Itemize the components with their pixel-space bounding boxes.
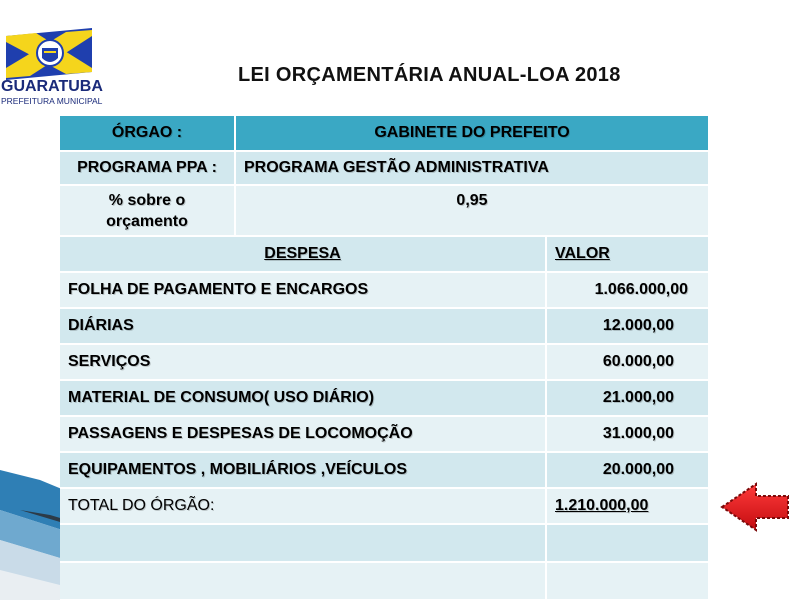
- orgao-row: [60, 116, 708, 152]
- percent-label: [60, 186, 236, 237]
- percent-row: [60, 186, 708, 237]
- table-row: [60, 417, 708, 453]
- red-left-arrow-icon: [720, 482, 792, 532]
- despesa-cell: FOLHA DE PAGAMENTO E ENCARGOS: [60, 273, 547, 309]
- percent-label-line1: % sobre o: [108, 191, 186, 209]
- valor-header-text: VALOR: [555, 245, 610, 262]
- empty-cell: [547, 525, 708, 563]
- logo-name: GUARATUBA: [1, 78, 103, 95]
- empty-cell: [60, 525, 547, 563]
- orgao-label: ÓRGAO :: [60, 116, 236, 152]
- despesa-cell: PASSAGENS E DESPESAS DE LOCOMOÇÃO: [60, 417, 547, 453]
- valor-cell: 12.000,00: [547, 309, 708, 345]
- valor-header: [547, 237, 708, 273]
- orgao-value: GABINETE DO PREFEITO: [236, 116, 708, 152]
- empty-row: [60, 525, 708, 563]
- valor-cell: 21.000,00: [547, 381, 708, 417]
- expense-header-row: [60, 237, 708, 273]
- table-row: [60, 345, 708, 381]
- logo-subtitle: PREFEITURA MUNICIPAL: [1, 96, 103, 106]
- despesa-header-text: DESPESA: [264, 245, 341, 262]
- programa-value: PROGRAMA GESTÃO ADMINISTRATIVA: [236, 152, 708, 186]
- empty-row: [60, 563, 708, 601]
- table-row: [60, 381, 708, 417]
- guaratuba-flag-icon: [6, 28, 92, 80]
- total-label-text: TOTAL DO ÓRGÃO:: [68, 497, 215, 514]
- total-value-text: 1.210.000,00: [555, 497, 649, 514]
- despesa-header: [60, 237, 547, 273]
- table-row: [60, 309, 708, 345]
- despesa-cell: MATERIAL DE CONSUMO( USO DIÁRIO): [60, 381, 547, 417]
- total-label: [60, 489, 547, 525]
- total-value: [547, 489, 708, 525]
- programa-label: PROGRAMA PPA :: [60, 152, 236, 186]
- empty-cell: [60, 563, 547, 601]
- despesa-cell: DIÁRIAS: [60, 309, 547, 345]
- despesa-cell: SERVIÇOS: [60, 345, 547, 381]
- percent-label-line2: orçamento: [106, 212, 188, 230]
- despesa-cell: EQUIPAMENTOS , MOBILIÁRIOS ,VEÍCULOS: [60, 453, 547, 489]
- valor-cell: 1.066.000,00: [547, 273, 708, 309]
- logo: [0, 28, 103, 106]
- table-row: [60, 453, 708, 489]
- page-title: LEI ORÇAMENTÁRIA ANUAL-LOA 2018: [238, 64, 621, 86]
- valor-cell: 20.000,00: [547, 453, 708, 489]
- valor-cell: 31.000,00: [547, 417, 708, 453]
- empty-cell: [547, 563, 708, 601]
- programa-row: [60, 152, 708, 186]
- valor-cell: 60.000,00: [547, 345, 708, 381]
- budget-table: [60, 116, 708, 601]
- percent-value: 0,95: [236, 186, 708, 237]
- table-row: [60, 273, 708, 309]
- total-row: [60, 489, 708, 525]
